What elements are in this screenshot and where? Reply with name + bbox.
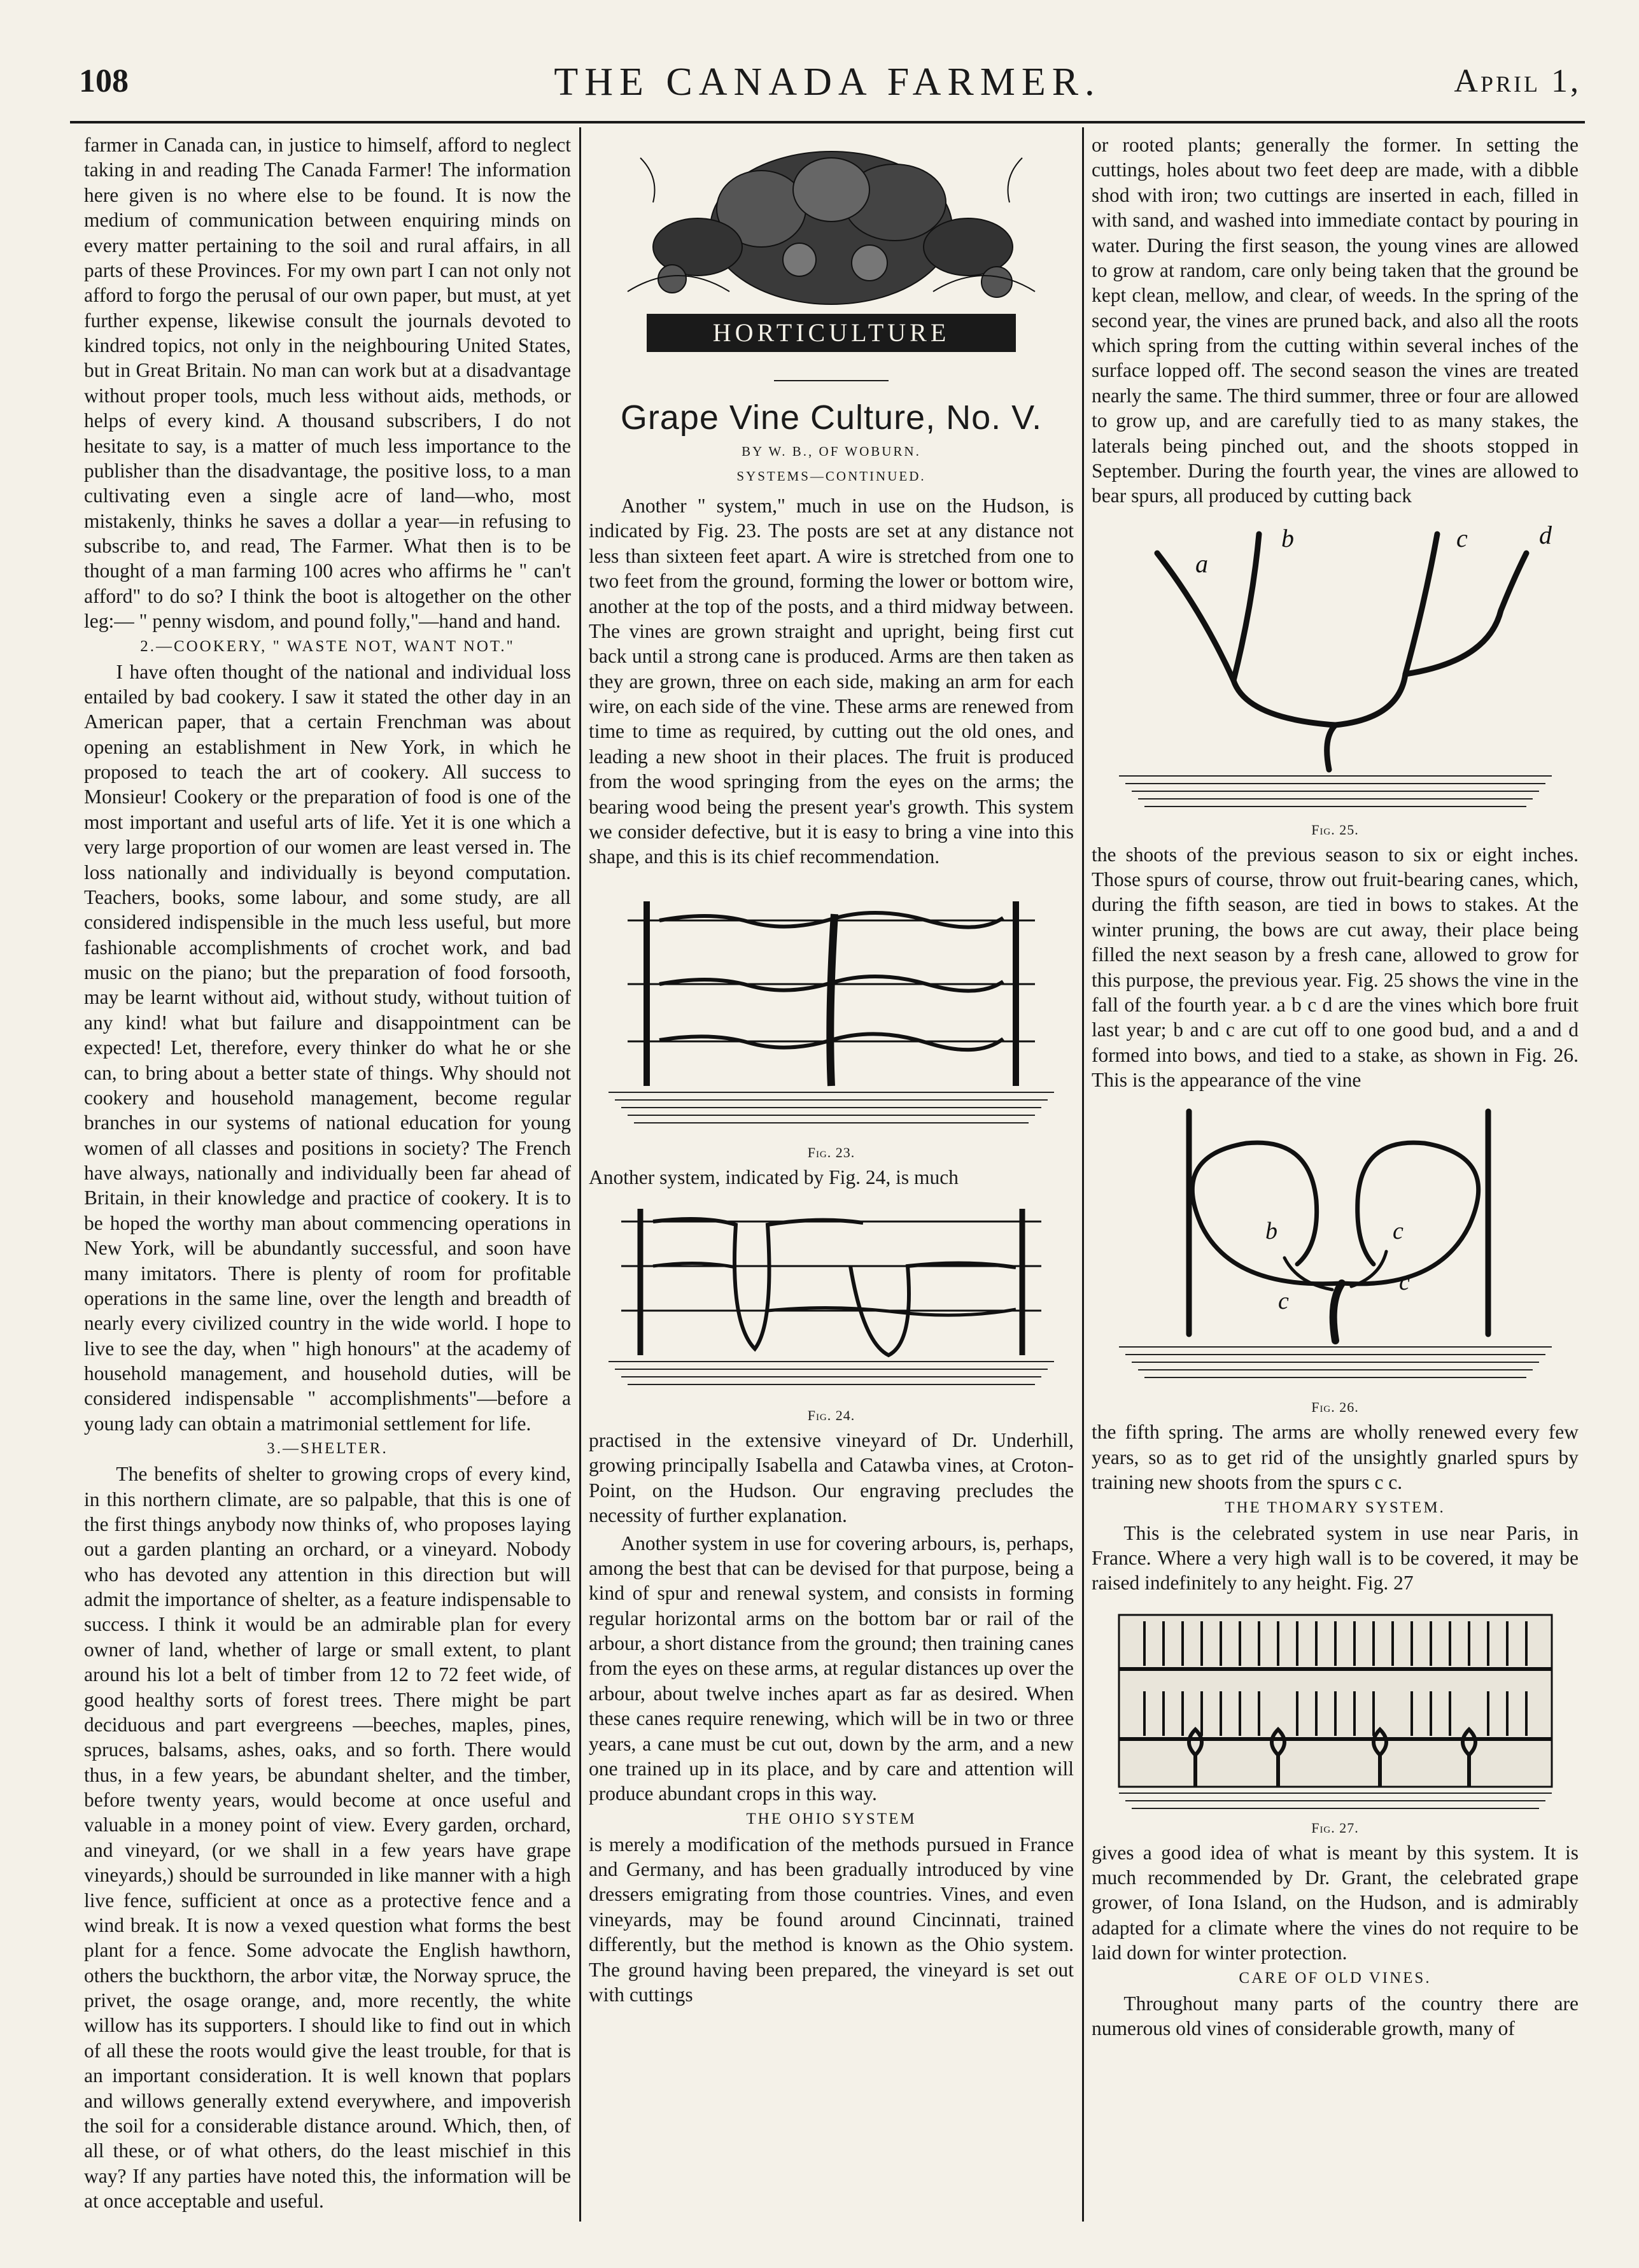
section-heading: CARE OF OLD VINES. <box>1239 1969 1431 1987</box>
fig26-label: b <box>1265 1218 1277 1245</box>
figure-caption: Fig. 25. <box>1311 821 1359 838</box>
horticulture-banner <box>589 132 1074 371</box>
column-middle <box>589 132 1074 2227</box>
fig25-label: b <box>1281 523 1294 553</box>
section-heading: 3.—SHELTER. <box>267 1440 388 1458</box>
paragraph: Another system, indicated by Fig. 24, is much <box>589 1166 959 1188</box>
fig25-label: d <box>1538 520 1552 549</box>
fig26-label: c <box>1277 1288 1289 1315</box>
paragraph: farmer in Canada can, in justice to himself, afford to neglect taking in and reading The Canada Farmer! The information here given is no where else to be found. It is now the medium of communication between enquiring minds on every matter pertaining to the soil and rural affairs, in all parts of these Provinces. For my own part I can not only not afford to forgo the perusal of our own paper, but must, at yet further expense, likewise consult the journals devoted to kindred topics, not only in the neighbouring United States, but in Great Britain. No man can work but at a disadvantage without proper tools, much less without aids, methods, or helps of every kind. A thousand subscribers, I do not hesitate to say, is a matter of much less importance to the publisher than the disadvantage, the positive loss, to a man cultivating even a single acre of land—who, most mistakenly, thinks he saves a dollar a year—in refusing to subscribe to, and read, The Farmer. What then is to be thought of a man farming 100 acres who affirms he " can't afford" to do so? I think the boot is altogether on the other leg:— " penny wisdom, and pound folly,"—hand and hand. <box>84 134 571 633</box>
fig26-label: c <box>1398 1269 1410 1296</box>
section-heading: THE OHIO SYSTEM <box>746 1810 917 1828</box>
paragraph: Another system in use for covering arbours, is, perhaps, among the best that can be devised for that purpose, being a kind of spur and renewal system, and consists in forming regular horizontal arms on the bottom bar or rail of the arbour, a short distance from the ground; then training canes from the eyes on these arms, at regular distances up over the arbour, about twelve inches apart as far as desired. When these canes require renewing, which will be in two or three years, a cane must be cut out, down by the arm, and a new one trained up in its place, and by care and attention will produce abundant crops in this way. <box>589 1532 1074 1805</box>
paragraph: practised in the extensive vineyard of Dr. Underhill, growing principally Isabella and Catawba vines, at Croton-Point, on the Hudson. Our engraving precludes the necessity of further explanation. <box>589 1429 1074 1527</box>
paragraph: the shoots of the previous season to six or eight inches. Those spurs of course, throw out fruit-bearing canes, which, during the fifth season, are tied in bows to stakes. At the winter pruning, the bows are cut away, their place being filled the next season by a fresh cane, allowed to grow for this purpose, the previous year. Fig. 25 shows the vine in the fall of the fourth year. a b c d are the vines which bore fruit last year; b and c are cut off to one good bud, and a and d formed into bows, and tied to a stake, as shown in Fig. 26. This is the appearance of the vine <box>1092 843 1579 1091</box>
fig27-wall-vine-illustration <box>1106 1602 1565 1819</box>
figure-24 <box>589 1196 1074 1424</box>
banner-label: HORTICULTURE <box>712 318 950 347</box>
fig26-label: c <box>1392 1218 1403 1245</box>
fig26-vine-illustration <box>1106 1099 1565 1398</box>
fig25-vine-illustration <box>1106 515 1565 821</box>
paragraph: Throughout many parts of the country there are numerous old vines of considerable growth, many of <box>1092 1992 1579 2039</box>
page-header <box>70 45 1585 123</box>
column-divider <box>1082 127 1084 2222</box>
column-divider <box>579 127 581 2222</box>
issue-date: April 1, <box>1454 63 1581 99</box>
figure-23 <box>589 876 1074 1161</box>
figure-caption: Fig. 26. <box>1311 1399 1359 1416</box>
column-left <box>84 132 571 2227</box>
fig23-trellis-illustration <box>608 876 1054 1143</box>
figure-25 <box>1092 515 1579 838</box>
figure-27 <box>1092 1602 1579 1836</box>
paragraph: gives a good idea of what is meant by this system. It is much recommended by Dr. Grant, the celebrated grape grower, of Iona Island, on the Hudson, and is admirably adapted for a climate where the vines do not require to be laid down for winter protection. <box>1092 1841 1579 1964</box>
fig24-trellis-illustration <box>608 1196 1054 1406</box>
fig25-label: c <box>1456 523 1468 553</box>
column-right <box>1092 132 1579 2227</box>
paragraph: This is the celebrated system in use near Paris, in France. Where a very high wall is to be covered, it may be raised indefinitely to any height. Fig. 27 <box>1092 1521 1579 1595</box>
paragraph: I have often thought of the national and individual loss entailed by bad cookery. I saw it stated the other day in an American paper, that a certain Frenchman was about opening an establishment in New York, in which he proposed to teach the art of cookery. All success to Monsieur! Cookery or the preparation of food is one of the most important and useful arts of life. Yet it is one which a very large proportion of our women are least versed in. The loss nationally and individually is beyond computation. Teachers, books, some labour, and some study, are all considered indispensible in the much less useful, but more fashionable accomplishments of crochet work, and bad music on the piano; but the preparation of food forsooth, may be learnt without aid, without study, without tuition of any kind! what but failure and disappointment can be expected! Let, therefore, every thinker do what he or she can, to bring about a better state of things. Why should not cookery and household management, become regular branches in our systems of national education for young women of all classes and positions in society? The French have always, nationally and individually been far ahead of Britain, in their knowledge and practice of cookery. It is to be hoped the worthy man about commencing operations in New York, will be abundantly successful, and soon have many imitators. There is plenty of room for profitable operations in the same line, over the length and breadth of nearly every civilized country in the wide world. I hope to live to see the day, when " high honours" at the academy of household management, and household duties, will be considered indispensable " accomplishments"—before a young lady can obtain a matrimonial settlement for life. <box>84 660 571 1435</box>
article-title: Grape Vine Culture, No. V. <box>620 398 1043 437</box>
paragraph: Another " system," much in use on the Hudson, is indicated by Fig. 23. The posts are set at any distance not less than sixteen feet apart. A wire is stretched from one to two feet from the ground, forming the lower or bottom wire, another at the top of the posts, and a third midway between. The vines are grown straight and upright, being first cut back until a strong cane is produced. Arms are then taken as they are grown, three on each side, making an arm for each wire, on each side of the vine. These arms are renewed from time to time as required, by cutting out the old ones, and leading a new shoot in their places. The fruit is produced from the wood springing from the eyes on the arms; the bearing wood being the present year's growth. This system we consider defective, but it is easy to bring a vine into this shape, and this is its chief recommendation. <box>589 495 1074 868</box>
byline: BY W. B., OF WOBURN. <box>742 444 921 459</box>
section-label: SYSTEMS—CONTINUED. <box>736 468 926 484</box>
figure-caption: Fig. 27. <box>1311 1819 1359 1836</box>
rule <box>774 380 889 381</box>
figure-caption: Fig. 23. <box>807 1144 855 1160</box>
figure-26 <box>1092 1099 1579 1416</box>
paragraph: is merely a modification of the methods pursued in France and Germany, and has been gradually introduced by vine dressers emigrating from those countries. Vines, and even vineyards, may be found around Cincinnati, trained differently, but the method is known as the Ohio system. The ground having been prepared, the vineyard is set out with cuttings <box>589 1833 1074 2006</box>
fig25-label: a <box>1195 549 1208 578</box>
paragraph: The benefits of shelter to growing crops of every kind, in this northern climate, are so palpable, that this is one of the first things anybody now thinks of, who proposes laying out a garden planting an orchard, or a vineyard. Nobody who has devoted any attention in this direction but will admit the importance of shelter, as a feature indispensable to success. I think it would be an admirable plan for every owner of land, whether of large or small extent, to plant around his lot a belt of timber from 12 to 72 feet wide, of good healthy sorts of forest trees. There might be part deciduous and part evergreens —beeches, maples, pines, spruces, balsams, ashes, oaks, and so forth. There would thus, in a few years, be abundant shelter, and the timber, before twenty years, would become at once useful and valuable in a money point of view. Every garden, orchard, and vineyard, (or we shall in a few years have grape vineyards,) should be surrounded in like manner with a high live fence, sufficient at once as a protective fence and a wind break. It is now a vexed question what forms the best plant for a fence. Some advocate the English hawthorn, others the buckthorn, the arbor vitæ, the Norway spruce, the privet, the osage orange, and, more recently, the white willow has its supporters. I should like to find out in which of all these the roots would give the least trouble, for that is an important consideration. It is well known that poplars and willows generally extend everywhere, and impoverish the soil for a considerable distance around. Which, then, of all these, or of what others, do the least mischief in this way? If any parties have noted this, the information will be at once acceptable and useful. <box>84 1463 571 2212</box>
paragraph: the fifth spring. The arms are wholly renewed every few years, so as to get rid of the unsightly gnarled spurs by training new shoots from the spurs c c. <box>1092 1421 1579 1494</box>
page-number: 108 <box>79 63 129 99</box>
figure-caption: Fig. 24. <box>807 1407 855 1423</box>
section-heading: 2.—COOKERY, " WASTE NOT, WANT NOT." <box>140 637 515 655</box>
paragraph: or rooted plants; generally the former. In setting the cuttings, holes about two feet deep are made, with a dibble shod with iron; two cuttings are inserted in each, filled in with sand, and washed into immediate contact by pouring in water. During the first season, the young vines are allowed to grow at random, care only being taken that the ground be kept clean, mellow, and clear, of weeds. In the spring of the second year, the vines are pruned back, and also all the roots which spring from the cutting within several inches of the surface lopped off. The second season the vines are treated nearly the same. The third summer, three or four are allowed to grow up, and are carefully tied to as many stakes, the laterals being pinched out, and the shoots stopped in September. During the fourth year, the vines are allowed to bear spurs, all produced by cutting back <box>1092 134 1579 507</box>
fruit-basket-engraving <box>602 132 1060 368</box>
masthead-title: THE CANADA FARMER. <box>554 60 1101 104</box>
section-heading: THE THOMARY SYSTEM. <box>1225 1498 1446 1516</box>
